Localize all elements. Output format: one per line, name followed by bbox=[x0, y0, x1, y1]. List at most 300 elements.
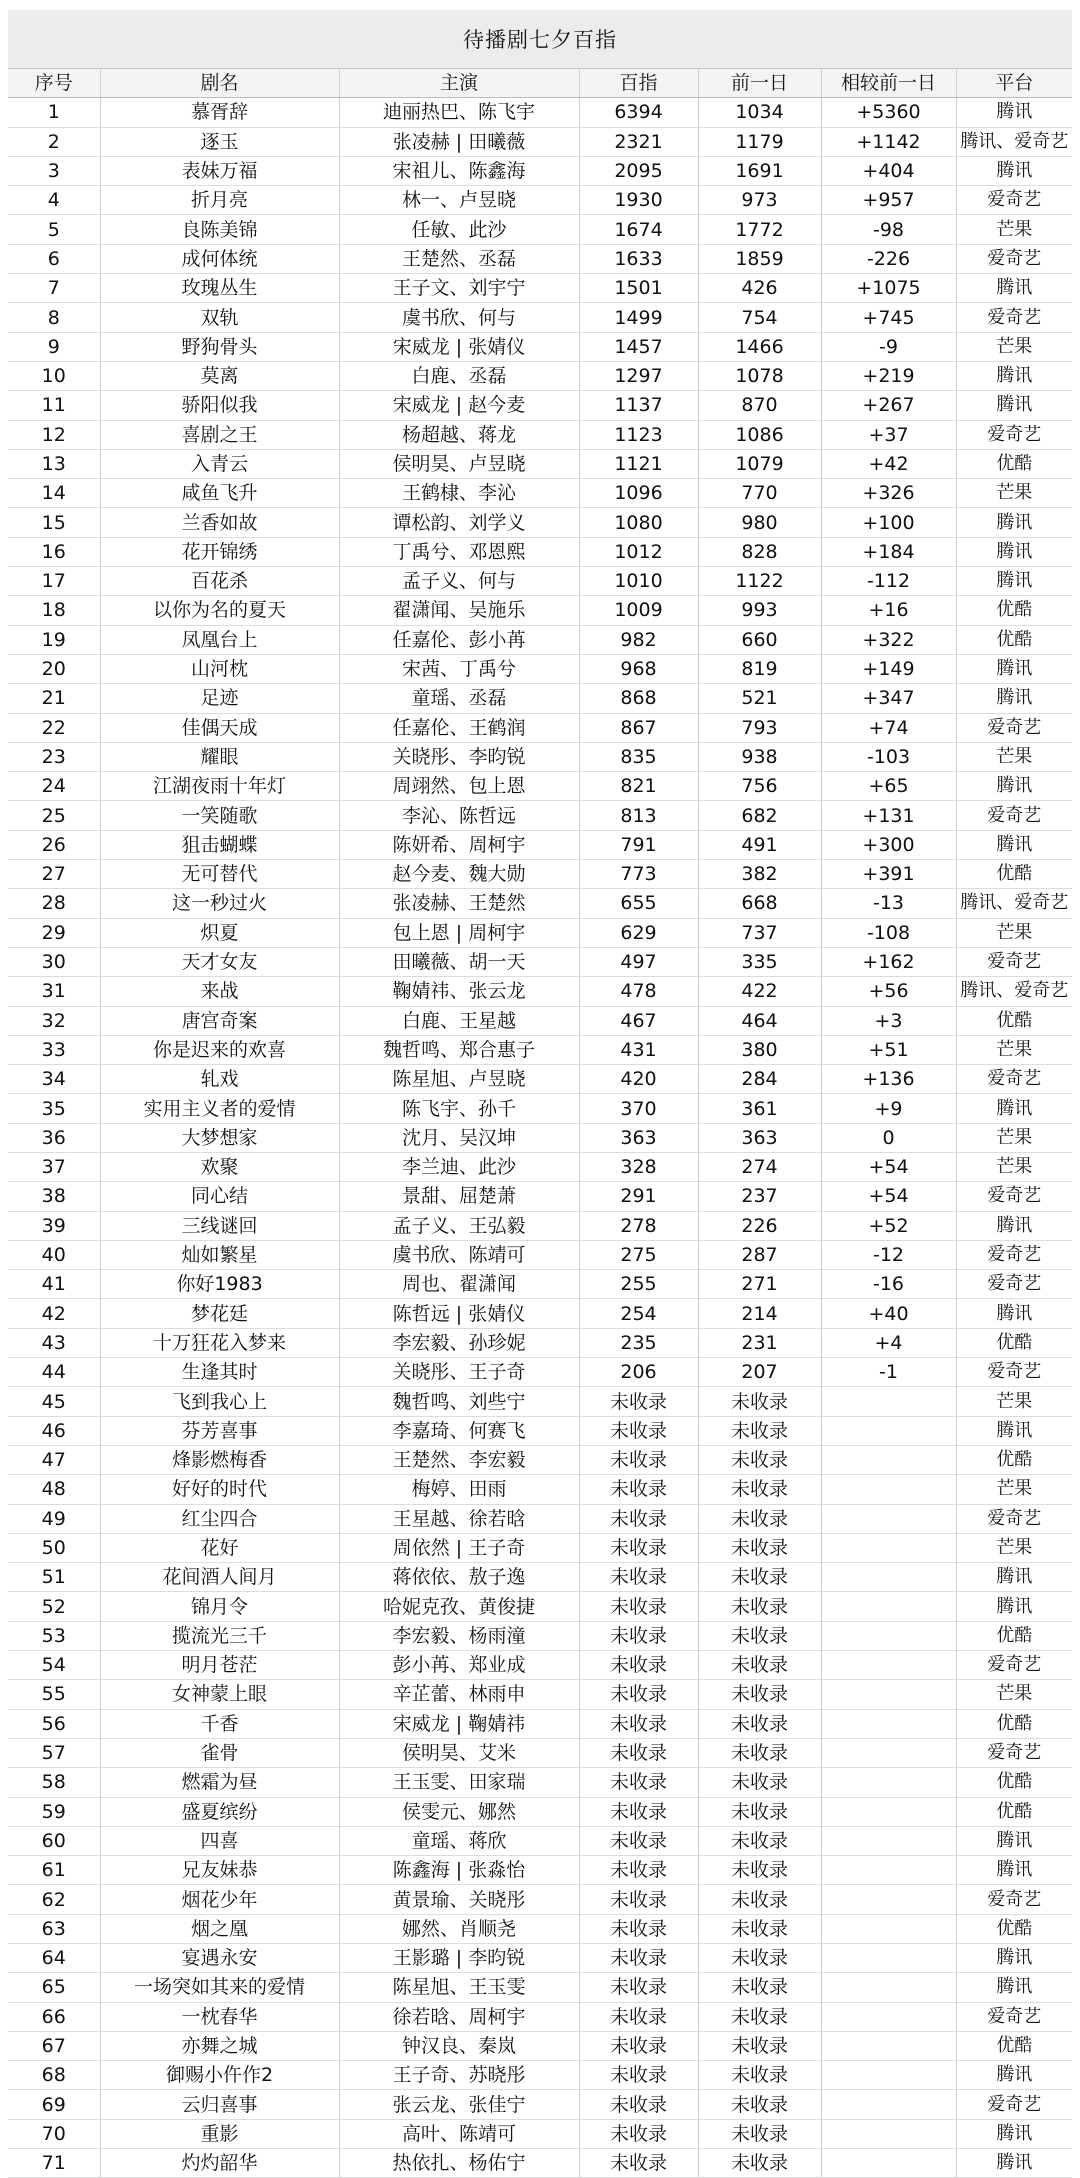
cast-cell: 林一、卢昱晓 bbox=[339, 186, 579, 215]
table-row bbox=[8, 2119, 1072, 2148]
cast-cell: 王星越、徐若晗 bbox=[339, 1504, 579, 1533]
baidu-index-cell: 629 bbox=[579, 918, 698, 947]
rank-cell: 47 bbox=[8, 1445, 100, 1474]
cast-cell: 任嘉伦、王鹤润 bbox=[339, 713, 579, 742]
previous-day-cell: 未收录 bbox=[698, 1797, 821, 1826]
table-row bbox=[8, 2090, 1072, 2119]
previous-day-cell: 未收录 bbox=[698, 1826, 821, 1855]
previous-day-cell: 668 bbox=[698, 889, 821, 918]
rank-cell: 60 bbox=[8, 1826, 100, 1855]
baidu-index-cell: 1012 bbox=[579, 537, 698, 566]
table-row bbox=[8, 1299, 1072, 1328]
table-row bbox=[8, 625, 1072, 654]
cast-cell: 魏哲鸣、郑合惠子 bbox=[339, 1035, 579, 1064]
rank-cell: 14 bbox=[8, 479, 100, 508]
cast-cell: 任嘉伦、彭小苒 bbox=[339, 625, 579, 654]
drama-name-cell: 烟花少年 bbox=[100, 1885, 339, 1914]
table-row bbox=[8, 1445, 1072, 1474]
change-cell: +300 bbox=[821, 830, 956, 859]
table-row bbox=[8, 1387, 1072, 1416]
baidu-index-cell: 1121 bbox=[579, 449, 698, 478]
platform-cell: 芒果 bbox=[956, 1035, 1072, 1064]
rank-cell: 61 bbox=[8, 1856, 100, 1885]
change-cell bbox=[821, 2061, 956, 2090]
baidu-index-cell: 未收录 bbox=[579, 1563, 698, 1592]
cast-cell: 迪丽热巴、陈飞宇 bbox=[339, 98, 579, 127]
drama-name-cell: 你好1983 bbox=[100, 1270, 339, 1299]
change-cell: +74 bbox=[821, 713, 956, 742]
table-row bbox=[8, 303, 1072, 332]
drama-name-cell: 红尘四合 bbox=[100, 1504, 339, 1533]
drama-name-cell: 百花杀 bbox=[100, 567, 339, 596]
change-cell bbox=[821, 1533, 956, 1562]
previous-day-cell: 231 bbox=[698, 1328, 821, 1357]
cast-cell: 陈哲远 | 张婧仪 bbox=[339, 1299, 579, 1328]
platform-cell: 芒果 bbox=[956, 1123, 1072, 1152]
rank-cell: 6 bbox=[8, 244, 100, 273]
rank-cell: 71 bbox=[8, 2149, 100, 2178]
previous-day-cell: 361 bbox=[698, 1094, 821, 1123]
change-cell: +51 bbox=[821, 1035, 956, 1064]
cast-cell: 童瑶、丞磊 bbox=[339, 684, 579, 713]
change-cell: -226 bbox=[821, 244, 956, 273]
table-row bbox=[8, 2061, 1072, 2090]
change-cell: +267 bbox=[821, 391, 956, 420]
previous-day-cell: 426 bbox=[698, 274, 821, 303]
cast-cell: 周也、翟潇闻 bbox=[339, 1270, 579, 1299]
rank-cell: 28 bbox=[8, 889, 100, 918]
cast-cell: 虞书欣、陈靖可 bbox=[339, 1240, 579, 1269]
cast-cell: 李宏毅、孙珍妮 bbox=[339, 1328, 579, 1357]
rank-cell: 38 bbox=[8, 1182, 100, 1211]
rank-cell: 18 bbox=[8, 596, 100, 625]
platform-cell: 爱奇艺 bbox=[956, 1651, 1072, 1680]
previous-day-cell: 未收录 bbox=[698, 1387, 821, 1416]
change-cell: +957 bbox=[821, 186, 956, 215]
table-row bbox=[8, 801, 1072, 830]
cast-cell: 丁禹兮、邓恩熙 bbox=[339, 537, 579, 566]
change-cell bbox=[821, 1416, 956, 1445]
cast-cell: 钟汉良、秦岚 bbox=[339, 2031, 579, 2060]
table-row bbox=[8, 479, 1072, 508]
cast-cell: 蒋依依、敖子逸 bbox=[339, 1563, 579, 1592]
rank-cell: 48 bbox=[8, 1475, 100, 1504]
rank-cell: 7 bbox=[8, 274, 100, 303]
cast-cell: 徐若晗、周柯宇 bbox=[339, 2002, 579, 2031]
drama-name-cell: 炽夏 bbox=[100, 918, 339, 947]
previous-day-cell: 未收录 bbox=[698, 1885, 821, 1914]
baidu-index-cell: 206 bbox=[579, 1358, 698, 1387]
previous-day-cell: 未收录 bbox=[698, 1738, 821, 1767]
platform-cell: 爱奇艺 bbox=[956, 947, 1072, 976]
drama-name-cell: 花好 bbox=[100, 1533, 339, 1562]
drama-name-cell: 亦舞之城 bbox=[100, 2031, 339, 2060]
table-row bbox=[8, 684, 1072, 713]
table-row bbox=[8, 332, 1072, 361]
rank-cell: 24 bbox=[8, 772, 100, 801]
previous-day-cell: 未收录 bbox=[698, 2119, 821, 2148]
platform-cell: 爱奇艺 bbox=[956, 1885, 1072, 1914]
platform-cell: 腾讯 bbox=[956, 1094, 1072, 1123]
previous-day-cell: 521 bbox=[698, 684, 821, 713]
drama-name-cell: 喜剧之王 bbox=[100, 420, 339, 449]
change-cell: +37 bbox=[821, 420, 956, 449]
change-cell: +149 bbox=[821, 654, 956, 683]
change-cell bbox=[821, 1621, 956, 1650]
previous-day-cell: 287 bbox=[698, 1240, 821, 1269]
platform-cell: 优酷 bbox=[956, 1621, 1072, 1650]
baidu-index-cell: 478 bbox=[579, 977, 698, 1006]
table-row bbox=[8, 1768, 1072, 1797]
change-cell: +52 bbox=[821, 1211, 956, 1240]
rank-cell: 46 bbox=[8, 1416, 100, 1445]
platform-cell: 腾讯 bbox=[956, 391, 1072, 420]
drama-name-cell: 折月亮 bbox=[100, 186, 339, 215]
rank-cell: 66 bbox=[8, 2002, 100, 2031]
change-cell: +391 bbox=[821, 860, 956, 889]
previous-day-cell: 1179 bbox=[698, 127, 821, 156]
drama-name-cell: 成何体统 bbox=[100, 244, 339, 273]
drama-name-cell: 兰香如故 bbox=[100, 508, 339, 537]
rank-cell: 53 bbox=[8, 1621, 100, 1650]
rank-cell: 35 bbox=[8, 1094, 100, 1123]
drama-name-cell: 无可替代 bbox=[100, 860, 339, 889]
table-row bbox=[8, 1328, 1072, 1357]
rank-cell: 43 bbox=[8, 1328, 100, 1357]
previous-day-cell: 未收录 bbox=[698, 1563, 821, 1592]
platform-cell: 腾讯 bbox=[956, 508, 1072, 537]
platform-cell: 腾讯 bbox=[956, 1856, 1072, 1885]
platform-cell: 爱奇艺 bbox=[956, 1504, 1072, 1533]
platform-cell: 爱奇艺 bbox=[956, 244, 1072, 273]
baidu-index-cell: 未收录 bbox=[579, 1504, 698, 1533]
previous-day-cell: 未收录 bbox=[698, 1856, 821, 1885]
baidu-index-cell: 未收录 bbox=[579, 2002, 698, 2031]
previous-day-cell: 未收录 bbox=[698, 1944, 821, 1973]
change-cell: +3 bbox=[821, 1006, 956, 1035]
header-rank: 序号 bbox=[8, 69, 100, 98]
rank-cell: 58 bbox=[8, 1768, 100, 1797]
previous-day-cell: 214 bbox=[698, 1299, 821, 1328]
header-row bbox=[8, 69, 1072, 98]
previous-day-cell: 未收录 bbox=[698, 1504, 821, 1533]
change-cell: -112 bbox=[821, 567, 956, 596]
drama-name-cell: 花开锦绣 bbox=[100, 537, 339, 566]
cast-cell: 周依然 | 王子奇 bbox=[339, 1533, 579, 1562]
drama-name-cell: 三线谜回 bbox=[100, 1211, 339, 1240]
baidu-index-cell: 1499 bbox=[579, 303, 698, 332]
rank-cell: 22 bbox=[8, 713, 100, 742]
rank-cell: 20 bbox=[8, 654, 100, 683]
drama-name-cell: 女神蒙上眼 bbox=[100, 1680, 339, 1709]
change-cell: -13 bbox=[821, 889, 956, 918]
rank-cell: 27 bbox=[8, 860, 100, 889]
table-row bbox=[8, 596, 1072, 625]
rank-cell: 31 bbox=[8, 977, 100, 1006]
drama-name-cell: 慕胥辞 bbox=[100, 98, 339, 127]
previous-day-cell: 793 bbox=[698, 713, 821, 742]
platform-cell: 腾讯、爱奇艺 bbox=[956, 977, 1072, 1006]
change-cell: -16 bbox=[821, 1270, 956, 1299]
platform-cell: 腾讯 bbox=[956, 830, 1072, 859]
table-row bbox=[8, 1006, 1072, 1035]
previous-day-cell: 未收录 bbox=[698, 1914, 821, 1943]
drama-name-cell: 一枕春华 bbox=[100, 2002, 339, 2031]
cast-cell: 陈星旭、王玉雯 bbox=[339, 1973, 579, 2002]
rank-cell: 29 bbox=[8, 918, 100, 947]
platform-cell: 爱奇艺 bbox=[956, 1240, 1072, 1269]
drama-name-cell: 足迹 bbox=[100, 684, 339, 713]
table-row bbox=[8, 2002, 1072, 2031]
drama-name-cell: 四喜 bbox=[100, 1826, 339, 1855]
rank-cell: 33 bbox=[8, 1035, 100, 1064]
previous-day-cell: 1859 bbox=[698, 244, 821, 273]
previous-day-cell: 660 bbox=[698, 625, 821, 654]
rank-cell: 56 bbox=[8, 1709, 100, 1738]
baidu-index-cell: 未收录 bbox=[579, 1709, 698, 1738]
cast-cell: 关晓彤、李昀锐 bbox=[339, 742, 579, 771]
baidu-index-cell: 420 bbox=[579, 1065, 698, 1094]
change-cell: +326 bbox=[821, 479, 956, 508]
baidu-index-cell: 未收录 bbox=[579, 1944, 698, 1973]
drama-name-cell: 揽流光三千 bbox=[100, 1621, 339, 1650]
baidu-index-cell: 497 bbox=[579, 947, 698, 976]
baidu-index-cell: 未收录 bbox=[579, 1973, 698, 2002]
cast-cell: 侯雯元、娜然 bbox=[339, 1797, 579, 1826]
drama-name-cell: 入青云 bbox=[100, 449, 339, 478]
previous-day-cell: 未收录 bbox=[698, 1680, 821, 1709]
platform-cell: 腾讯 bbox=[956, 1563, 1072, 1592]
previous-day-cell: 770 bbox=[698, 479, 821, 508]
baidu-index-cell: 821 bbox=[579, 772, 698, 801]
cast-cell: 张凌赫、王楚然 bbox=[339, 889, 579, 918]
baidu-index-cell: 未收录 bbox=[579, 1856, 698, 1885]
rank-cell: 44 bbox=[8, 1358, 100, 1387]
rank-cell: 69 bbox=[8, 2090, 100, 2119]
platform-cell: 芒果 bbox=[956, 1475, 1072, 1504]
rank-cell: 54 bbox=[8, 1651, 100, 1680]
previous-day-cell: 未收录 bbox=[698, 1709, 821, 1738]
baidu-index-cell: 1674 bbox=[579, 215, 698, 244]
platform-cell: 优酷 bbox=[956, 625, 1072, 654]
platform-cell: 芒果 bbox=[956, 215, 1072, 244]
platform-cell: 爱奇艺 bbox=[956, 1738, 1072, 1767]
baidu-index-cell: 1096 bbox=[579, 479, 698, 508]
rank-cell: 36 bbox=[8, 1123, 100, 1152]
change-cell: +16 bbox=[821, 596, 956, 625]
platform-cell: 优酷 bbox=[956, 2031, 1072, 2060]
change-cell bbox=[821, 1651, 956, 1680]
cast-cell: 王子文、刘宇宁 bbox=[339, 274, 579, 303]
drama-name-cell: 一场突如其来的爱情 bbox=[100, 1973, 339, 2002]
previous-day-cell: 未收录 bbox=[698, 2031, 821, 2060]
change-cell: +219 bbox=[821, 361, 956, 390]
baidu-index-cell: 未收录 bbox=[579, 2119, 698, 2148]
change-cell: -9 bbox=[821, 332, 956, 361]
previous-day-cell: 未收录 bbox=[698, 1768, 821, 1797]
previous-day-cell: 271 bbox=[698, 1270, 821, 1299]
baidu-index-cell: 431 bbox=[579, 1035, 698, 1064]
baidu-index-cell: 1010 bbox=[579, 567, 698, 596]
rank-cell: 16 bbox=[8, 537, 100, 566]
drama-name-cell: 狙击蝴蝶 bbox=[100, 830, 339, 859]
platform-cell: 爱奇艺 bbox=[956, 801, 1072, 830]
platform-cell: 腾讯 bbox=[956, 537, 1072, 566]
change-cell: -1 bbox=[821, 1358, 956, 1387]
baidu-index-cell: 791 bbox=[579, 830, 698, 859]
baidu-index-cell: 968 bbox=[579, 654, 698, 683]
previous-day-cell: 682 bbox=[698, 801, 821, 830]
cast-cell: 热依扎、杨佑宁 bbox=[339, 2149, 579, 2178]
cast-cell: 梅婷、田雨 bbox=[339, 1475, 579, 1504]
previous-day-cell: 464 bbox=[698, 1006, 821, 1035]
table-row bbox=[8, 1592, 1072, 1621]
baidu-index-cell: 1137 bbox=[579, 391, 698, 420]
baidu-index-cell: 未收录 bbox=[579, 1885, 698, 1914]
table-row bbox=[8, 1152, 1072, 1181]
drama-name-cell: 欢聚 bbox=[100, 1152, 339, 1181]
cast-cell: 李宏毅、杨雨潼 bbox=[339, 1621, 579, 1650]
rank-cell: 19 bbox=[8, 625, 100, 654]
drama-name-cell: 咸鱼飞升 bbox=[100, 479, 339, 508]
platform-cell: 腾讯 bbox=[956, 361, 1072, 390]
change-cell bbox=[821, 1475, 956, 1504]
platform-cell: 芒果 bbox=[956, 918, 1072, 947]
rank-cell: 68 bbox=[8, 2061, 100, 2090]
drama-name-cell: 佳偶天成 bbox=[100, 713, 339, 742]
drama-name-cell: 灿如繁星 bbox=[100, 1240, 339, 1269]
cast-cell: 王影璐 | 李昀锐 bbox=[339, 1944, 579, 1973]
table-row bbox=[8, 391, 1072, 420]
header-baidu-index: 百指 bbox=[579, 69, 698, 98]
baidu-index-cell: 982 bbox=[579, 625, 698, 654]
drama-name-cell: 重影 bbox=[100, 2119, 339, 2148]
drama-name-cell: 骄阳似我 bbox=[100, 391, 339, 420]
platform-cell: 爱奇艺 bbox=[956, 303, 1072, 332]
table-row bbox=[8, 918, 1072, 947]
cast-cell: 侯明昊、艾米 bbox=[339, 1738, 579, 1767]
change-cell: +42 bbox=[821, 449, 956, 478]
previous-day-cell: 未收录 bbox=[698, 2061, 821, 2090]
rank-cell: 1 bbox=[8, 98, 100, 127]
previous-day-cell: 335 bbox=[698, 947, 821, 976]
cast-cell: 哈妮克孜、黄俊捷 bbox=[339, 1592, 579, 1621]
rank-cell: 39 bbox=[8, 1211, 100, 1240]
rank-cell: 42 bbox=[8, 1299, 100, 1328]
platform-cell: 优酷 bbox=[956, 1797, 1072, 1826]
table-row bbox=[8, 1475, 1072, 1504]
table-row bbox=[8, 215, 1072, 244]
table-row bbox=[8, 860, 1072, 889]
drama-name-cell: 灼灼韶华 bbox=[100, 2149, 339, 2178]
drama-name-cell: 好好的时代 bbox=[100, 1475, 339, 1504]
rank-cell: 45 bbox=[8, 1387, 100, 1416]
cast-cell: 宋威龙 | 鞠婧祎 bbox=[339, 1709, 579, 1738]
baidu-index-cell: 275 bbox=[579, 1240, 698, 1269]
table-row bbox=[8, 742, 1072, 771]
drama-name-cell: 逐玉 bbox=[100, 127, 339, 156]
change-cell bbox=[821, 1826, 956, 1855]
drama-name-cell: 飞到我心上 bbox=[100, 1387, 339, 1416]
platform-cell: 腾讯 bbox=[956, 2061, 1072, 2090]
platform-cell: 腾讯 bbox=[956, 2119, 1072, 2148]
drama-name-cell: 玫瑰丛生 bbox=[100, 274, 339, 303]
cast-cell: 李嘉琦、何赛飞 bbox=[339, 1416, 579, 1445]
change-cell: +136 bbox=[821, 1065, 956, 1094]
cast-cell: 赵今麦、魏大勋 bbox=[339, 860, 579, 889]
table-row bbox=[8, 1123, 1072, 1152]
table-row bbox=[8, 1416, 1072, 1445]
table-row bbox=[8, 98, 1072, 127]
change-cell: +322 bbox=[821, 625, 956, 654]
table-row bbox=[8, 1094, 1072, 1123]
drama-name-cell: 这一秒过火 bbox=[100, 889, 339, 918]
cast-cell: 杨超越、蒋龙 bbox=[339, 420, 579, 449]
baidu-index-cell: 255 bbox=[579, 1270, 698, 1299]
rank-cell: 10 bbox=[8, 361, 100, 390]
change-cell bbox=[821, 2090, 956, 2119]
table-row bbox=[8, 1973, 1072, 2002]
table-row bbox=[8, 1738, 1072, 1767]
change-cell bbox=[821, 1856, 956, 1885]
table-row bbox=[8, 1914, 1072, 1943]
drama-name-cell: 兄友妹恭 bbox=[100, 1856, 339, 1885]
baidu-index-cell: 未收录 bbox=[579, 1914, 698, 1943]
cast-cell: 陈鑫海 | 张淼怡 bbox=[339, 1856, 579, 1885]
baidu-index-cell: 未收录 bbox=[579, 1826, 698, 1855]
platform-cell: 优酷 bbox=[956, 596, 1072, 625]
change-cell: +131 bbox=[821, 801, 956, 830]
drama-name-cell: 野狗骨头 bbox=[100, 332, 339, 361]
drama-name-cell: 良陈美锦 bbox=[100, 215, 339, 244]
change-cell: +5360 bbox=[821, 98, 956, 127]
cast-cell: 关晓彤、王子奇 bbox=[339, 1358, 579, 1387]
rank-cell: 50 bbox=[8, 1533, 100, 1562]
rank-cell: 13 bbox=[8, 449, 100, 478]
change-cell bbox=[821, 2002, 956, 2031]
previous-day-cell: 未收录 bbox=[698, 1651, 821, 1680]
cast-cell: 翟潇闻、吴施乐 bbox=[339, 596, 579, 625]
cast-cell: 王子奇、苏晓彤 bbox=[339, 2061, 579, 2090]
previous-day-cell: 380 bbox=[698, 1035, 821, 1064]
table-row bbox=[8, 127, 1072, 156]
platform-cell: 芒果 bbox=[956, 742, 1072, 771]
platform-cell: 芒果 bbox=[956, 332, 1072, 361]
table-row bbox=[8, 274, 1072, 303]
table-row bbox=[8, 713, 1072, 742]
platform-cell: 爱奇艺 bbox=[956, 713, 1072, 742]
drama-name-cell: 千香 bbox=[100, 1709, 339, 1738]
platform-cell: 芒果 bbox=[956, 479, 1072, 508]
baidu-index-cell: 未收录 bbox=[579, 2090, 698, 2119]
drama-name-cell: 轧戏 bbox=[100, 1065, 339, 1094]
baidu-index-cell: 278 bbox=[579, 1211, 698, 1240]
rank-cell: 59 bbox=[8, 1797, 100, 1826]
header-platform: 平台 bbox=[956, 69, 1072, 98]
baidu-index-cell: 2095 bbox=[579, 156, 698, 185]
cast-cell: 童瑶、蒋欣 bbox=[339, 1826, 579, 1855]
platform-cell: 芒果 bbox=[956, 1387, 1072, 1416]
previous-day-cell: 未收录 bbox=[698, 2002, 821, 2031]
change-cell: +54 bbox=[821, 1152, 956, 1181]
change-cell: +54 bbox=[821, 1182, 956, 1211]
baidu-index-cell: 835 bbox=[579, 742, 698, 771]
cast-cell: 彭小苒、郑业成 bbox=[339, 1651, 579, 1680]
baidu-index-cell: 254 bbox=[579, 1299, 698, 1328]
baidu-index-cell: 未收录 bbox=[579, 1445, 698, 1474]
change-cell bbox=[821, 1709, 956, 1738]
rank-cell: 21 bbox=[8, 684, 100, 713]
